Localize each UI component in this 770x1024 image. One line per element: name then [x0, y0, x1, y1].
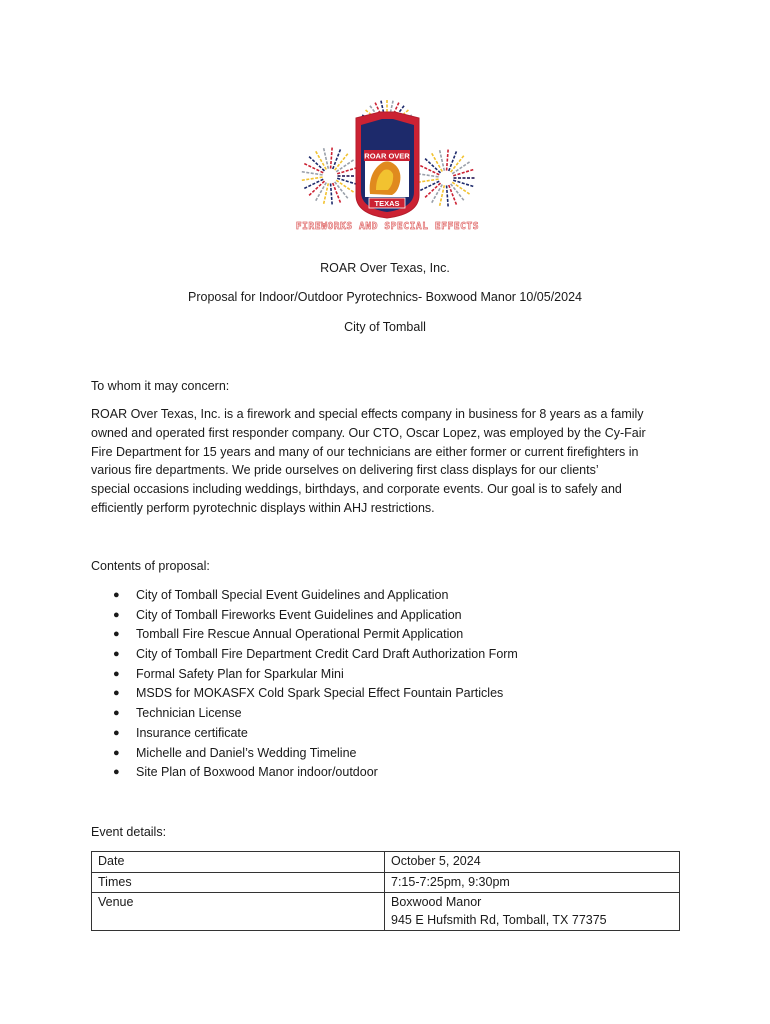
spark-ray [447, 185, 449, 207]
salutation: To whom it may concern: [91, 379, 230, 393]
table-label-cell: Times [92, 872, 385, 893]
spark-ray [424, 158, 440, 173]
spark-ray [331, 146, 333, 168]
table-value-cell: Boxwood Manor 945 E Hufsmith Rd, Tomball, TX 77375 [385, 893, 680, 931]
fire-badge-icon [356, 112, 419, 218]
bullet-icon: ● [113, 667, 120, 680]
table-row [92, 872, 680, 893]
spark-ray [449, 150, 457, 171]
list-item: ● Site Plan of Boxwood Manor indoor/outdoor [91, 763, 518, 783]
intro-line: ROAR Over Texas, Inc. is a firework and special effects company in business for 8 years as a family [91, 407, 644, 421]
bullet-icon: ● [113, 589, 120, 601]
list-item: ● Technician License [91, 704, 518, 724]
list-item: ● Insurance certificate [91, 724, 518, 744]
contents-heading: Contents of proposal: [91, 559, 210, 573]
intro-line: Fire Department for 15 years and many of our technicians are either former or current firefighters in [91, 444, 639, 459]
table-label-cell: Date [92, 852, 385, 873]
list-item: ● Michelle and Daniel’s Wedding Timeline [91, 744, 518, 764]
city-name: City of Tomball [344, 320, 426, 334]
spark-ray [424, 183, 440, 198]
badge-top-text: ROAR OVER [364, 151, 410, 161]
spark-ray [308, 181, 324, 196]
table-value-cell: October 5, 2024 [385, 852, 680, 873]
bullet-icon: ● [113, 746, 120, 759]
table-value-cell: 7:15-7:25pm, 9:30pm [385, 872, 680, 893]
bullet-icon: ● [113, 687, 120, 700]
list-item: ● Tomball Fire Rescue Annual Operational Permit Application [91, 625, 518, 645]
bullet-icon: ● [113, 648, 120, 661]
intro-line: efficiently perform pyrotechnic displays within AHJ restrictions. [91, 500, 435, 515]
table-row [92, 893, 680, 931]
list-item: ● Formal Safety Plan for Sparkular Mini [91, 665, 518, 685]
spark-ray [333, 183, 341, 204]
list-item: ● City of Tomball Fire Department Credit Card Draft Authorization Form [91, 645, 518, 665]
event-heading: Event details: [91, 825, 167, 839]
proposal-title: Proposal for Indoor/Outdoor Pyrotechnics- Boxwood Manor 10/05/2024 [188, 290, 582, 304]
company-name: ROAR Over Texas, Inc. [320, 261, 450, 275]
spark-ray [416, 179, 438, 182]
spark-ray [300, 177, 322, 180]
contents-list [91, 586, 518, 783]
intro-paragraph [91, 405, 681, 518]
firework-burst-left-icon [300, 146, 360, 206]
bullet-icon: ● [113, 726, 120, 739]
bullet-icon: ● [113, 766, 120, 779]
bullet-icon: ● [113, 608, 120, 621]
spark-ray [331, 183, 333, 205]
intro-line: various fire departments. We pride ourselves on delivering first class displays for our clients’ [91, 463, 599, 478]
spark-ray [333, 148, 341, 169]
company-logo [290, 98, 485, 238]
list-item: ● MSDS for MOKASFX Cold Spark Special Effect Fountain Particles [91, 684, 518, 704]
spark-ray [449, 185, 457, 206]
spark-ray [447, 148, 449, 170]
spark-ray [300, 172, 322, 175]
bullet-icon: ● [113, 628, 120, 641]
list-item: ● City of Tomball Special Event Guidelines and Application [91, 586, 518, 606]
table-label-cell: Venue [92, 893, 385, 931]
firework-burst-right-icon [416, 148, 476, 208]
intro-line: special occasions including weddings, birthdays, and corporate events. Our goal is to safely and [91, 482, 622, 497]
table-row [92, 852, 680, 873]
event-details-table [91, 851, 680, 931]
logo-caption: FIREWORKS AND SPECIAL EFFECTS [295, 221, 480, 232]
list-item: ● City of Tomball Fireworks Event Guidelines and Application [91, 606, 518, 626]
spark-ray [416, 174, 438, 177]
badge-bottom-text: TEXAS [374, 199, 400, 208]
bullet-icon: ● [113, 707, 120, 720]
intro-line: owned and operated first responder company. Our CTO, Oscar Lopez, was employed by the Cy-Fair [91, 425, 646, 440]
spark-ray [308, 156, 324, 171]
